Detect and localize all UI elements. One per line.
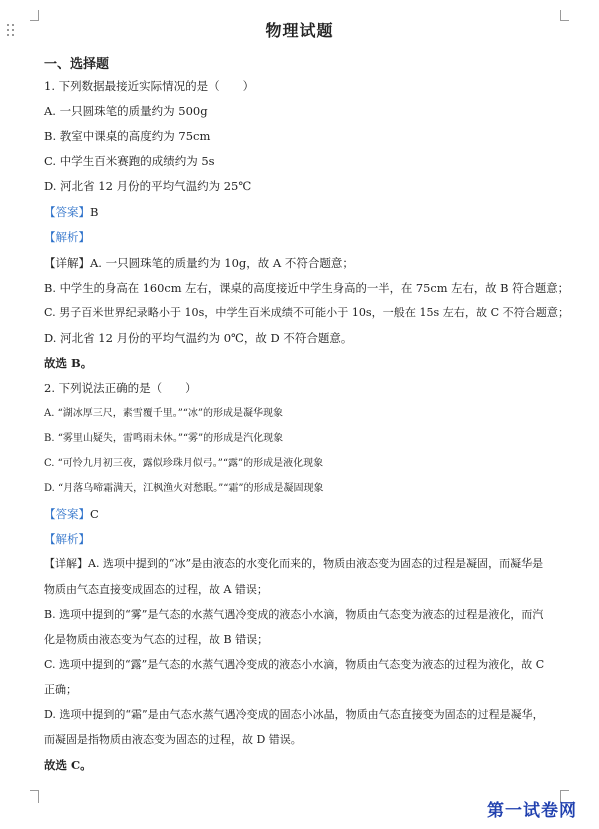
question-2-detail-line: B. 选项中提到的“雾”是气态的水蒸气遇冷变成的液态小水滴，物质由气态变为液态的过程是液化，而汽 xyxy=(44,608,544,621)
question-2-option-d: D. “月落乌啼霜满天，江枫渔火对愁眠。”“霜”的形成是凝固现象 xyxy=(44,483,324,494)
question-2-detail-line: C. 选项中提到的“露”是气态的水蒸气遇冷变成的液态小水滴，物质由气态变为液态的过程为液化，故 C xyxy=(44,658,545,671)
question-2-option-a: A. “湖冰厚三尺，素雪覆千里。”“冰”的形成是凝华现象 xyxy=(44,408,284,419)
answer-value: C xyxy=(90,507,99,521)
site-watermark: 第一试卷网 xyxy=(487,801,577,821)
answer-value: B xyxy=(90,205,99,219)
question-1-detail-line xyxy=(44,256,354,270)
question-2-detail-line: D. 选项中提到的“霜”是由气态水蒸气遇冷变成的固态小冰晶，物质由气态直接变为固态的过程是凝华， xyxy=(44,708,544,721)
question-2-detail-line: 物质由气态直接变成固态的过程，故 A 错误； xyxy=(44,583,268,596)
question-1-detail-line: D. 河北省 12 月份的平均气温约为 0℃，故 D 不符合题意。 xyxy=(44,331,353,345)
question-1-detail-line: C. 男子百米世界纪录略小于 10s，中学生百米成绩不可能小于 10s，一般在 15s 左右，故 C 不符合题意； xyxy=(44,306,570,319)
section-heading: 一、选择题 xyxy=(44,57,110,72)
question-1-option-d: D. 河北省 12 月份的平均气温约为 25℃ xyxy=(44,179,252,193)
question-2-detail-line: 化是物质由液态变为气态的过程，故 B 错误； xyxy=(44,633,269,646)
question-2-option-b: B. “雾里山疑失，雷鸣雨未休。”“雾”的形成是汽化现象 xyxy=(44,433,284,444)
question-1-detail-line: B. 中学生的身高在 160cm 左右，课桌的高度接近中学生身高的一半，在 75cm 左右，故 B 符合题意； xyxy=(44,281,569,295)
detail-tag: 【详解】 xyxy=(44,256,90,270)
detail-tag: 【详解】 xyxy=(44,557,88,570)
question-1-answer xyxy=(44,205,98,219)
detail-text: A. 一只圆珠笔的质量约为 10g，故 A 不符合题意； xyxy=(90,256,354,270)
question-1-conclusion: 故选 B。 xyxy=(44,356,93,370)
question-2-detail-line: 而凝固是指物质由液态变为固态的过程，故 D 错误。 xyxy=(44,733,302,746)
question-2-analysis-tag: 【解析】 xyxy=(44,532,90,546)
question-1-analysis-tag: 【解析】 xyxy=(44,230,90,244)
question-2-option-c: C. “可怜九月初三夜，露似珍珠月似弓。”“露”的形成是液化现象 xyxy=(44,458,324,469)
question-1-option-a: A. 一只圆珠笔的质量约为 500g xyxy=(44,104,208,118)
question-1-option-c: C. 中学生百米赛跑的成绩约为 5s xyxy=(44,154,215,168)
question-2-conclusion: 故选 C。 xyxy=(44,758,92,772)
page-title: 物理试题 xyxy=(265,21,334,40)
question-2-detail-line xyxy=(44,557,543,571)
question-1-stem: 1. 下列数据最接近实际情况的是（ ） xyxy=(44,79,255,93)
answer-tag: 【答案】 xyxy=(44,507,90,521)
answer-tag: 【答案】 xyxy=(44,205,90,219)
question-2-stem: 2. 下列说法正确的是（ ） xyxy=(44,381,197,395)
page-corner-mark xyxy=(30,790,39,803)
question-2-detail-line: 正确； xyxy=(44,683,77,696)
detail-text: A. 选项中提到的“冰”是由液态的水变化而来的，物质由液态变为固态的过程是凝固，而凝华是 xyxy=(88,557,544,570)
question-1-option-b: B. 教室中课桌的高度约为 75cm xyxy=(44,129,211,143)
question-2-answer xyxy=(44,507,99,521)
